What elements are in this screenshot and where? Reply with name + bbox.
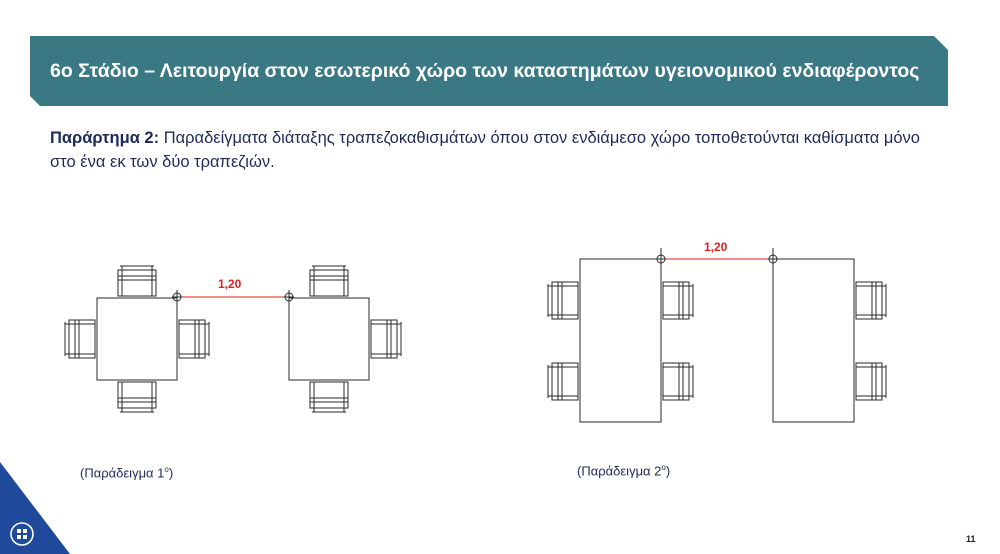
- example1-chair-side-right: [371, 320, 401, 358]
- example1-table-left: [97, 298, 177, 380]
- example2-table-left: [580, 259, 661, 422]
- example2-table-right: [773, 259, 854, 422]
- example1-chair-bottom-right: [310, 382, 348, 412]
- example2-chair-middle-top: [663, 282, 693, 319]
- example1-chair-middle: [179, 320, 209, 358]
- appendix-text: Παραδείγματα διάταξης τραπεζοκαθισμάτων όπου στον ενδιάμεσο χώρο τοποθετούνται καθίσματα μόνο στο ένα εκ των δύο τραπεζιών.: [50, 129, 920, 171]
- example1-chair-top-right: [310, 266, 348, 296]
- example2-chair-outer-bottom: [548, 363, 578, 400]
- example2-chair-outer-top: [548, 282, 578, 319]
- example2-caption: (Παράδειγμα $2^o$): [577, 463, 671, 479]
- example2-chair-right-bottom: [856, 363, 886, 400]
- page-title: 6ο Στάδιο – Λειτουργία στον εσωτερικό χώρο των καταστημάτων υγειονομικού ενδιαφέροντος: [50, 60, 920, 82]
- page-number: 11: [966, 534, 976, 544]
- example2-distance-label: 1,20: [704, 240, 728, 254]
- example1-distance-label: 1,20: [218, 277, 242, 291]
- greek-government-logo: [0, 462, 70, 554]
- appendix-label: Παράρτημα 2:: [50, 129, 160, 147]
- example1-chair-top-left: [118, 266, 156, 296]
- example1-chair-side-left: [65, 320, 95, 358]
- example1-chair-bottom-left: [118, 382, 156, 412]
- example1-table-right: [289, 298, 369, 380]
- example1-caption: (Παράδειγμα $1^o$): [80, 465, 174, 481]
- example1-dimension-line: [172, 290, 294, 302]
- example2-chair-right-top: [856, 282, 886, 319]
- example2-chair-middle-bottom: [663, 363, 693, 400]
